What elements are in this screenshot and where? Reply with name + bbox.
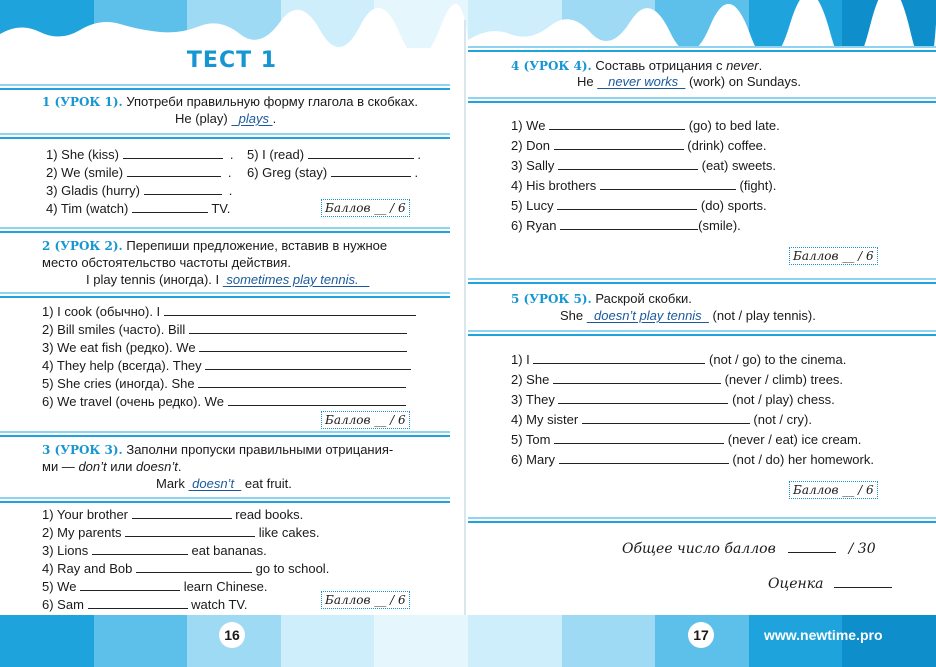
task3-number: 3 (УРОК 3). bbox=[42, 443, 123, 457]
item-text: 2) Don bbox=[511, 138, 551, 153]
task1-heading bbox=[42, 93, 418, 111]
answer-blank[interactable] bbox=[92, 541, 188, 555]
answer-blank[interactable] bbox=[228, 392, 406, 406]
task5-item bbox=[511, 430, 861, 449]
task5-instruction: Раскрой скобки. bbox=[595, 291, 692, 306]
task1-item bbox=[46, 181, 232, 200]
example-answer bbox=[587, 308, 709, 323]
page-number-left: 16 bbox=[219, 622, 245, 648]
task2-item bbox=[42, 320, 407, 339]
item-text: (smile). bbox=[698, 218, 741, 233]
total-score bbox=[622, 539, 876, 557]
answer-blank[interactable] bbox=[199, 338, 407, 352]
answer-blank[interactable] bbox=[189, 320, 407, 334]
task2-item bbox=[42, 392, 406, 411]
item-text: . bbox=[227, 165, 232, 180]
task2-item bbox=[42, 374, 406, 393]
example-answer bbox=[231, 111, 272, 126]
item-text: (do) sports. bbox=[700, 198, 767, 213]
item-text: 4) Tim (watch) bbox=[46, 201, 129, 216]
answer-blank[interactable] bbox=[125, 523, 255, 537]
answer-blank[interactable] bbox=[331, 163, 411, 177]
task1-number: 1 (УРОК 1). bbox=[42, 95, 123, 109]
example-answer bbox=[223, 272, 370, 287]
task2-heading bbox=[42, 237, 387, 255]
item-text: (not / go) to the cinema. bbox=[709, 352, 847, 367]
task1-item bbox=[46, 199, 230, 218]
separator bbox=[468, 97, 936, 103]
answer-blank[interactable] bbox=[553, 370, 721, 384]
separator bbox=[0, 227, 450, 233]
task3-item bbox=[42, 541, 267, 560]
task3-item bbox=[42, 559, 329, 578]
answer-blank[interactable] bbox=[123, 145, 223, 159]
task2-example bbox=[86, 271, 369, 289]
item-text: (not / play) chess. bbox=[732, 392, 835, 407]
instruction-text: don’t bbox=[78, 459, 107, 474]
item-text: 4) His brothers bbox=[511, 178, 597, 193]
separator bbox=[0, 292, 450, 298]
page-title: ТЕСТ 1 bbox=[186, 48, 278, 73]
item-text: read books. bbox=[235, 507, 304, 522]
separator bbox=[468, 278, 936, 284]
page-number-right: 17 bbox=[688, 622, 714, 648]
item-text: 6) Sam bbox=[42, 597, 84, 612]
score-box[interactable]: Баллов __ / 6 bbox=[789, 481, 878, 499]
task4-item bbox=[511, 156, 776, 175]
item-text: . bbox=[229, 147, 234, 162]
item-text: 2) Bill smiles (часто). Bill bbox=[42, 322, 186, 337]
score-box[interactable]: Баллов __ / 6 bbox=[321, 411, 410, 429]
item-text: 6) Ryan bbox=[511, 218, 557, 233]
answer-blank[interactable] bbox=[132, 505, 232, 519]
answer-blank[interactable] bbox=[144, 181, 222, 195]
item-text: 1) I cook (обычно). I bbox=[42, 304, 161, 319]
grade bbox=[768, 574, 892, 592]
task2-instruction: Перепиши предложение, вставив в нужное bbox=[126, 238, 388, 253]
answer-blank[interactable] bbox=[560, 216, 698, 230]
task1-example bbox=[175, 110, 276, 128]
example-text: He bbox=[577, 74, 594, 89]
separator bbox=[0, 84, 450, 90]
instruction-text: ми — bbox=[42, 459, 79, 474]
answer-blank[interactable] bbox=[80, 577, 180, 591]
item-text: like cakes. bbox=[258, 525, 320, 540]
task4-item bbox=[511, 116, 780, 135]
item-text: TV. bbox=[211, 201, 231, 216]
item-text: 4) Ray and Bob bbox=[42, 561, 133, 576]
task5-item bbox=[511, 410, 812, 429]
item-text: 1) Your brother bbox=[42, 507, 129, 522]
item-text: 2) She bbox=[511, 372, 550, 387]
task5-item bbox=[511, 390, 835, 409]
item-text: 3) Lions bbox=[42, 543, 89, 558]
item-text: go to school. bbox=[255, 561, 330, 576]
score-box[interactable]: Баллов __ / 6 bbox=[789, 247, 878, 265]
task3-instruction-cont bbox=[42, 458, 182, 476]
task3-item bbox=[42, 505, 303, 524]
item-text: 1) She (kiss) bbox=[46, 147, 119, 162]
item-text: . bbox=[228, 183, 233, 198]
instruction-text: . bbox=[177, 459, 182, 474]
item-text: (never / eat) ice cream. bbox=[727, 432, 862, 447]
answer-blank[interactable] bbox=[582, 410, 750, 424]
answer-blank[interactable] bbox=[127, 163, 221, 177]
item-text: 2) We (smile) bbox=[46, 165, 124, 180]
score-box[interactable]: Баллов __ / 6 bbox=[321, 199, 410, 217]
task2-item bbox=[42, 302, 416, 321]
answer-blank[interactable] bbox=[164, 302, 416, 316]
task3-item bbox=[42, 577, 268, 596]
item-text: (go) to bed late. bbox=[688, 118, 780, 133]
example-answer-text: doesn’t bbox=[192, 476, 235, 491]
task5-item bbox=[511, 350, 846, 369]
example-text: eat fruit. bbox=[244, 476, 292, 491]
item-text: 1) We bbox=[511, 118, 546, 133]
answer-blank[interactable] bbox=[308, 145, 414, 159]
answer-blank[interactable] bbox=[600, 176, 736, 190]
total-blank[interactable] bbox=[788, 539, 836, 553]
task3-item bbox=[42, 523, 319, 542]
answer-blank[interactable] bbox=[198, 374, 406, 388]
task5-item bbox=[511, 370, 843, 389]
task5-heading bbox=[511, 290, 692, 308]
task2-instruction-cont: место обстоятельство частоты действия. bbox=[42, 255, 291, 270]
item-text: 3) We eat fish (редко). We bbox=[42, 340, 196, 355]
task5-number: 5 (УРОК 5). bbox=[511, 292, 592, 306]
grade-blank[interactable] bbox=[834, 574, 892, 588]
answer-blank[interactable] bbox=[136, 559, 252, 573]
item-text: 5) We bbox=[42, 579, 77, 594]
separator bbox=[468, 517, 936, 523]
item-text: eat bananas. bbox=[191, 543, 267, 558]
item-text: (not / cry). bbox=[753, 412, 812, 427]
answer-blank[interactable] bbox=[558, 390, 728, 404]
task2-item bbox=[42, 356, 411, 375]
task1-item bbox=[247, 163, 418, 182]
item-text: 5) She cries (иногда). She bbox=[42, 376, 195, 391]
task4-example bbox=[577, 73, 801, 91]
task2-item bbox=[42, 338, 407, 357]
item-text: 1) I bbox=[511, 352, 530, 367]
answer-blank[interactable] bbox=[132, 199, 208, 213]
item-text: . bbox=[414, 165, 419, 180]
item-text: (not / do) her homework. bbox=[732, 452, 874, 467]
separator bbox=[468, 46, 936, 52]
item-text: 3) Gladis (hurry) bbox=[46, 183, 140, 198]
task1-instruction: Употреби правильную форму глагола в скобках. bbox=[126, 94, 418, 109]
example-answer bbox=[189, 476, 242, 491]
answer-blank[interactable] bbox=[554, 430, 724, 444]
task3-heading bbox=[42, 441, 393, 459]
example-text: . bbox=[272, 111, 277, 126]
total-suffix: / 30 bbox=[848, 541, 876, 557]
separator bbox=[0, 497, 450, 503]
item-text: 6) We travel (очень редко). We bbox=[42, 394, 224, 409]
task3-example bbox=[156, 475, 292, 493]
item-text: 6) Mary bbox=[511, 452, 556, 467]
task4-item bbox=[511, 136, 767, 155]
score-box[interactable]: Баллов __ / 6 bbox=[321, 591, 410, 609]
example-text: I play tennis (иногда). I bbox=[86, 272, 220, 287]
instruction-text: never bbox=[726, 58, 759, 73]
example-text: (not / play tennis). bbox=[712, 308, 816, 323]
example-text: He (play) bbox=[175, 111, 228, 126]
item-text: (fight). bbox=[739, 178, 777, 193]
task4-item bbox=[511, 196, 767, 215]
example-answer-text: plays bbox=[238, 111, 269, 126]
item-text: learn Chinese. bbox=[183, 579, 268, 594]
answer-blank[interactable] bbox=[559, 450, 729, 464]
answer-blank[interactable] bbox=[557, 196, 697, 210]
separator bbox=[0, 431, 450, 437]
task4-number: 4 (УРОК 4). bbox=[511, 59, 592, 73]
item-text: 4) They help (всегда). They bbox=[42, 358, 202, 373]
item-text: (drink) coffee. bbox=[687, 138, 767, 153]
example-text: (work) on Sundays. bbox=[689, 74, 802, 89]
answer-blank[interactable] bbox=[205, 356, 411, 370]
item-text: 4) My sister bbox=[511, 412, 579, 427]
separator bbox=[468, 330, 936, 336]
answer-blank[interactable] bbox=[558, 156, 698, 170]
task5-item bbox=[511, 450, 874, 469]
task5-example bbox=[560, 307, 816, 325]
task4-item bbox=[511, 216, 741, 235]
task2-number: 2 (УРОК 2). bbox=[42, 239, 123, 253]
example-text: She bbox=[560, 308, 584, 323]
answer-blank[interactable] bbox=[554, 136, 684, 150]
task1-item bbox=[46, 163, 232, 182]
item-text: 3) They bbox=[511, 392, 555, 407]
instruction-text: или bbox=[106, 459, 136, 474]
task3-item bbox=[42, 595, 248, 614]
task1-item bbox=[247, 145, 421, 164]
item-text: 2) My parents bbox=[42, 525, 122, 540]
item-text: 6) Greg (stay) bbox=[247, 165, 328, 180]
grade-label: Оценка bbox=[768, 576, 824, 592]
answer-blank[interactable] bbox=[533, 350, 705, 364]
instruction-text: doesn’t bbox=[135, 459, 178, 474]
item-text: (never / climb) trees. bbox=[724, 372, 844, 387]
separator bbox=[0, 133, 450, 139]
task3-instruction: Заполни пропуски правильными отрицания- bbox=[126, 442, 394, 457]
item-text: 5) I (read) bbox=[247, 147, 305, 162]
item-text: 5) Tom bbox=[511, 432, 551, 447]
website-link[interactable]: www.newtime.pro bbox=[764, 627, 883, 643]
example-answer-text: sometimes play tennis. bbox=[226, 272, 359, 287]
item-text: watch TV. bbox=[191, 597, 248, 612]
example-text: Mark bbox=[156, 476, 185, 491]
item-text: . bbox=[417, 147, 421, 162]
answer-blank[interactable] bbox=[549, 116, 685, 130]
item-text: 3) Sally bbox=[511, 158, 555, 173]
task4-item bbox=[511, 176, 776, 195]
example-answer-text: never works bbox=[608, 74, 679, 89]
task1-item bbox=[46, 145, 233, 164]
item-text: (eat) sweets. bbox=[701, 158, 777, 173]
total-label: Общее число баллов bbox=[622, 541, 776, 557]
instruction-text: Составь отрицания с bbox=[595, 58, 727, 73]
example-answer bbox=[597, 74, 685, 89]
item-text: 5) Lucy bbox=[511, 198, 554, 213]
page-spine bbox=[464, 20, 466, 615]
example-answer-text: doesn’t play tennis bbox=[594, 308, 702, 323]
instruction-text: . bbox=[758, 58, 763, 73]
answer-blank[interactable] bbox=[88, 595, 188, 609]
